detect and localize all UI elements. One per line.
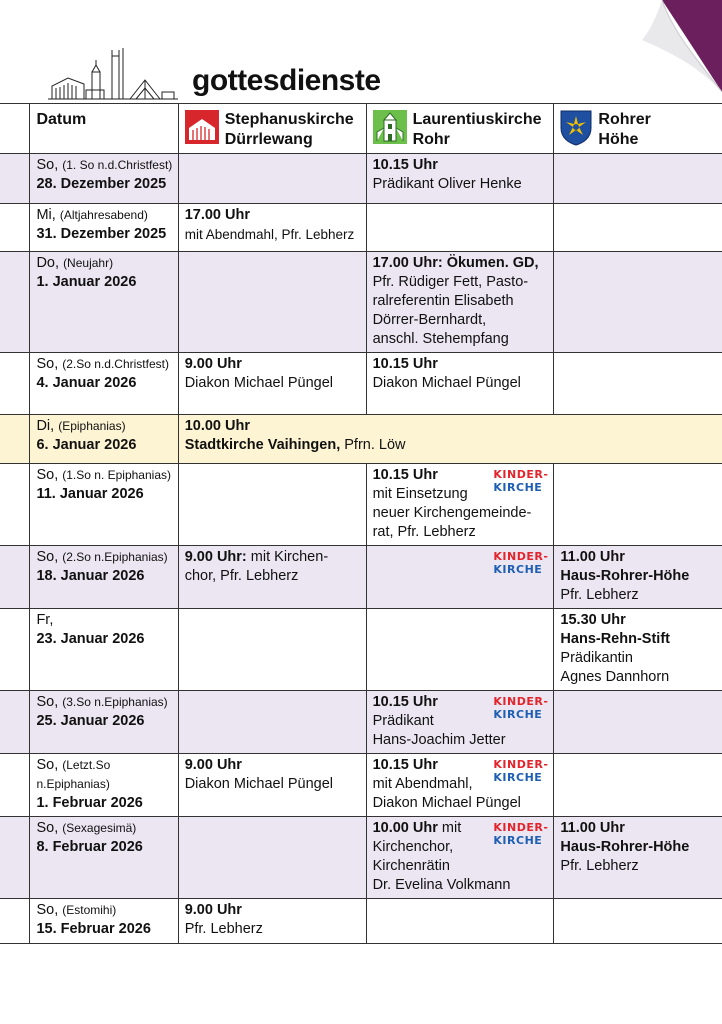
service-detail: Kirchenrätin (372, 858, 450, 874)
stephanuskirche-cell (178, 754, 366, 817)
service-detail: mit Kirchen- (246, 549, 329, 565)
church-skyline-illustration (48, 48, 178, 100)
service-date: 8. Februar 2026 (36, 839, 143, 855)
date-cell (30, 609, 178, 691)
weekday: So, (36, 356, 59, 372)
occasion: (2.So n.Epiphanias) (62, 550, 168, 564)
occasion: (Letzt.So n.Epiphanias) (36, 758, 111, 791)
table-row (0, 754, 722, 817)
row-spacer (0, 154, 30, 204)
rohrer-hoehe-cell (554, 204, 722, 252)
occasion: (Estomihi) (62, 903, 117, 917)
occasion: (2.So n.d.Christfest) (62, 357, 169, 371)
service-place: Haus-Rohrer-Höhe (560, 839, 690, 855)
kinderkirche-logo (493, 758, 548, 784)
table-row (0, 464, 722, 546)
service-place: Hans-Rehn-Stift (560, 631, 670, 647)
service-detail: Hans-Joachim Jetter (372, 732, 506, 748)
weekday: Do, (36, 255, 60, 271)
kinderkirche-line1: KINDER- (493, 758, 549, 771)
stephanuskirche-cell (178, 899, 366, 944)
service-detail: ralreferentin Elisabeth (372, 293, 514, 309)
kinderkirche-line1: KINDER- (493, 550, 549, 563)
table-row (0, 817, 722, 899)
kinderkirche-logo (493, 468, 548, 494)
service-detail: Pfr. Lebherz (184, 921, 263, 937)
kinderkirche-line2: KIRCHE (493, 771, 543, 784)
stephanuskirche-cell (178, 464, 366, 546)
row-spacer (0, 546, 30, 609)
header-church3-line2: Höhe (598, 131, 639, 148)
service-time: 11.00 Uhr (560, 549, 625, 565)
laurentiuskirche-cell (366, 464, 554, 546)
service-date: 28. Dezember 2025 (36, 176, 167, 192)
date-cell (30, 754, 178, 817)
date-cell (30, 252, 178, 353)
occasion: (Neujahr) (63, 256, 114, 270)
kinderkirche-logo (493, 550, 548, 576)
service-schedule-table (0, 103, 722, 944)
service-time: 10.15 Uhr (372, 757, 438, 773)
header-laurentiuskirche (366, 104, 554, 154)
date-cell (30, 899, 178, 944)
row-spacer (0, 464, 30, 546)
service-date: 23. Januar 2026 (36, 631, 145, 647)
service-detail: Pfrn. Löw (340, 437, 406, 453)
row-spacer (0, 899, 30, 944)
service-date: 25. Januar 2026 (36, 713, 145, 729)
date-cell (30, 415, 178, 464)
service-detail: anschl. Stehempfang (372, 331, 509, 347)
table-row (0, 899, 722, 944)
service-date: 4. Januar 2026 (36, 375, 137, 391)
service-date: 15. Februar 2026 (36, 921, 151, 937)
header-spacer (0, 104, 30, 154)
service-detail: Prädikant Oliver Henke (372, 176, 522, 192)
service-detail: Kirchenchor, (372, 839, 454, 855)
rohrer-hoehe-cell (554, 546, 722, 609)
row-spacer (0, 754, 30, 817)
rohrer-hoehe-cell (554, 899, 722, 944)
service-time: 10.00 Uhr (184, 418, 250, 434)
rohrer-hoehe-cell (554, 691, 722, 754)
weekday: So, (36, 902, 59, 918)
laurentiuskirche-cell (366, 252, 554, 353)
date-cell (30, 353, 178, 415)
service-time: 9.00 Uhr: (184, 549, 247, 565)
laurentiuskirche-cell (366, 817, 554, 899)
weekday: Di, (36, 418, 55, 434)
stephanuskirche-cell (178, 609, 366, 691)
header-church1-line1: Stephanuskirche (224, 111, 354, 128)
weekday: Fr, (36, 612, 54, 628)
laurentiuskirche-cell (366, 353, 554, 415)
stephanuskirche-cell (178, 691, 366, 754)
date-cell (30, 817, 178, 899)
table-row (0, 204, 722, 252)
header-rohrer-hoehe (554, 104, 722, 154)
kinderkirche-logo (493, 821, 548, 847)
stephanuskirche-cell (178, 154, 366, 204)
kinderkirche-line2: KIRCHE (493, 563, 543, 576)
date-cell (30, 546, 178, 609)
weekday: So, (36, 694, 59, 710)
service-detail: Prädikantin (560, 650, 633, 666)
rohrer-hoehe-crest-icon (560, 110, 592, 146)
service-detail: mit Abendmahl, Pfr. Lebherz (184, 227, 355, 242)
service-date: 18. Januar 2026 (36, 568, 145, 584)
stephanuskirche-cell (178, 252, 366, 353)
laurentiuskirche-logo-icon (373, 110, 407, 144)
occasion: (1. So n.d.Christfest) (62, 158, 173, 172)
rohrer-hoehe-cell (554, 353, 722, 415)
table-row (0, 353, 722, 415)
service-detail: rat, Pfr. Lebherz (372, 524, 476, 540)
rohrer-hoehe-cell (554, 817, 722, 899)
row-spacer (0, 415, 30, 464)
service-time: 10.15 Uhr (372, 467, 438, 483)
service-place: Stadtkirche Vaihingen, (184, 437, 341, 453)
service-detail: mit (437, 820, 462, 836)
service-detail: Dr. Evelina Volkmann (372, 877, 511, 893)
stephanuskirche-cell (178, 546, 366, 609)
kinderkirche-line1: KINDER- (493, 695, 549, 708)
service-time: 17.00 Uhr (184, 207, 250, 223)
kinderkirche-line2: KIRCHE (493, 481, 543, 494)
occasion: (Epiphanias) (58, 419, 126, 433)
service-time: 17.00 Uhr: Ökumen. GD, (372, 255, 539, 271)
occasion: (3.So n.Epiphanias) (62, 695, 168, 709)
laurentiuskirche-cell (366, 899, 554, 944)
table-row (0, 252, 722, 353)
service-detail: Prädikant (372, 713, 434, 729)
rohrer-hoehe-cell (554, 609, 722, 691)
service-date: 31. Dezember 2025 (36, 226, 167, 242)
stephanuskirche-logo-icon (185, 110, 219, 144)
date-cell (30, 464, 178, 546)
stephanuskirche-cell (178, 817, 366, 899)
joint-service-cell (178, 415, 722, 464)
service-detail: Pfr. Rüdiger Fett, Pasto- (372, 274, 529, 290)
occasion: (Altjahresabend) (59, 208, 148, 222)
weekday: Mi, (36, 207, 56, 223)
header-church2-line2: Rohr (412, 131, 450, 148)
service-detail: neuer Kirchengemeinde- (372, 505, 532, 521)
service-date: 1. Februar 2026 (36, 795, 143, 811)
header-church3-line1: Rohrer (598, 111, 651, 128)
header-datum: Datum (30, 104, 178, 154)
weekday: So, (36, 757, 59, 773)
table-row (0, 415, 722, 464)
service-time: 10.15 Uhr (372, 356, 438, 372)
row-spacer (0, 691, 30, 754)
rohrer-hoehe-cell (554, 252, 722, 353)
kinderkirche-line1: KINDER- (493, 468, 549, 481)
service-detail: Pfr. Lebherz (560, 587, 639, 603)
laurentiuskirche-cell (366, 691, 554, 754)
service-time: 9.00 Uhr (184, 757, 242, 773)
weekday: So, (36, 467, 59, 483)
service-time: 10.15 Uhr (372, 694, 438, 710)
kinderkirche-line1: KINDER- (493, 821, 549, 834)
date-cell (30, 154, 178, 204)
weekday: So, (36, 157, 59, 173)
service-detail: Pfr. Lebherz (560, 858, 639, 874)
date-cell (30, 204, 178, 252)
kinderkirche-line2: KIRCHE (493, 708, 543, 721)
row-spacer (0, 817, 30, 899)
service-detail: Diakon Michael Püngel (372, 795, 521, 811)
service-detail: mit Abendmahl, (372, 776, 473, 792)
weekday: So, (36, 549, 59, 565)
service-detail: Diakon Michael Püngel (184, 375, 334, 391)
rohrer-hoehe-cell (554, 464, 722, 546)
service-time: 9.00 Uhr (184, 356, 242, 372)
header-church1-line2: Dürrlewang (224, 131, 313, 148)
rohrer-hoehe-cell (554, 754, 722, 817)
row-spacer (0, 353, 30, 415)
laurentiuskirche-cell (366, 609, 554, 691)
service-time: 10.15 Uhr (372, 157, 438, 173)
kinderkirche-line2: KIRCHE (493, 834, 543, 847)
row-spacer (0, 204, 30, 252)
service-detail: chor, Pfr. Lebherz (184, 568, 299, 584)
table-header-row (0, 104, 722, 154)
table-row (0, 609, 722, 691)
laurentiuskirche-cell (366, 754, 554, 817)
service-time: 15.30 Uhr (560, 612, 626, 628)
laurentiuskirche-cell (366, 154, 554, 204)
service-detail: Diakon Michael Püngel (372, 375, 521, 391)
page-title: gottesdienste (192, 64, 381, 97)
service-time: 9.00 Uhr (184, 902, 242, 918)
header-church2-line1: Laurentiuskirche (412, 111, 542, 128)
weekday: So, (36, 820, 59, 836)
service-detail: Agnes Dannhorn (560, 669, 670, 685)
service-date: 1. Januar 2026 (36, 274, 137, 290)
stephanuskirche-cell (178, 353, 366, 415)
stephanuskirche-cell (178, 204, 366, 252)
service-date: 6. Januar 2026 (36, 437, 137, 453)
page-curl-decoration (642, 0, 722, 92)
kinderkirche-logo (493, 695, 548, 721)
date-cell (30, 691, 178, 754)
laurentiuskirche-cell (366, 546, 554, 609)
laurentiuskirche-cell (366, 204, 554, 252)
service-detail: Dörrer-Bernhardt, (372, 312, 487, 328)
rohrer-hoehe-cell (554, 154, 722, 204)
service-time: 11.00 Uhr (560, 820, 625, 836)
service-place: Haus-Rohrer-Höhe (560, 568, 690, 584)
occasion: (1.So n. Epiphanias) (62, 468, 171, 482)
service-detail: Diakon Michael Püngel (184, 776, 334, 792)
row-spacer (0, 609, 30, 691)
row-spacer (0, 252, 30, 353)
occasion: (Sexagesimä) (62, 821, 137, 835)
service-time: 10.00 Uhr (372, 820, 438, 836)
service-date: 11. Januar 2026 (36, 486, 144, 502)
service-detail: mit Einsetzung (372, 486, 468, 502)
table-row (0, 154, 722, 204)
table-row (0, 546, 722, 609)
table-row (0, 691, 722, 754)
header-stephanuskirche (178, 104, 366, 154)
